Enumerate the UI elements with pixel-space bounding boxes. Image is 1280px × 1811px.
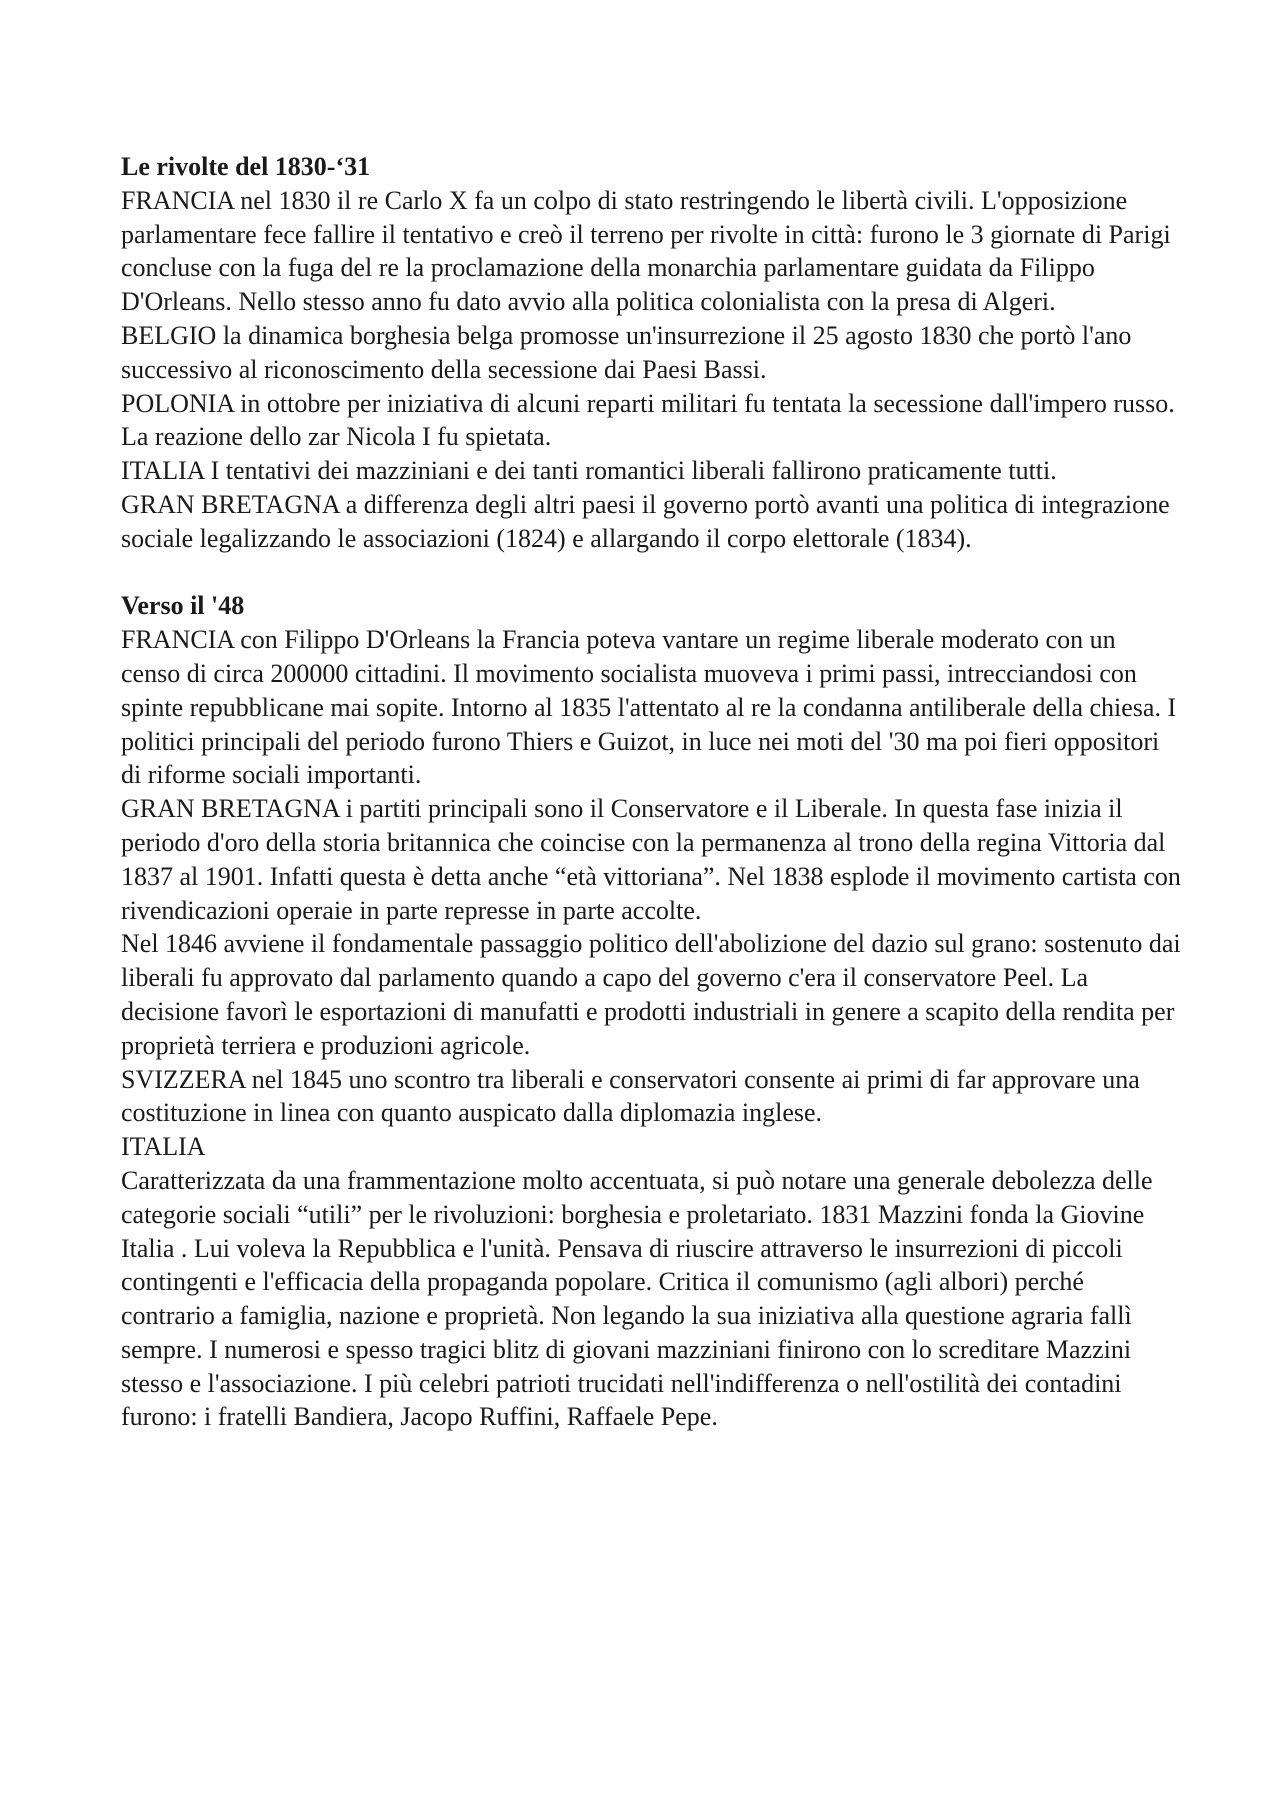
paragraph-francia-48: FRANCIA con Filippo D'Orleans la Francia poteva vantare un regime liberale moderato con un censo di circa 200000 cittadini. Il movimento socialista muoveva i primi passi, intrecciandosi con spinte repubblicane mai sopite. Intorno al 1835 l'attentato al re la condanna antiliberale della chiesa. I politici principali del periodo furono Thiers e Guizot, in luce nei moti del '30 ma poi fieri oppositori di riforme sociali importanti. <box>121 625 1177 790</box>
paragraph-polonia: POLONIA in ottobre per iniziativa di alcuni reparti militari fu tentata la secessione dall'impero russo. La reazione dello zar Nicola I fu spietata. <box>121 388 1175 452</box>
paragraph-svizzera: SVIZZERA nel 1845 uno scontro tra liberali e conservatori consente ai primi di far approvare una costituzione in linea con quanto auspicato dalla diplomazia inglese. <box>121 1064 1140 1128</box>
document-page <box>121 150 1181 1434</box>
paragraph-italia-1830: ITALIA I tentativi dei mazziniani e dei tanti romantici liberali fallirono praticamente tutti. <box>121 456 1057 486</box>
paragraph-gran-bretagna-48: GRAN BRETAGNA i partiti principali sono il Conservatore e il Liberale. In questa fase inizia il periodo d'oro della storia britannica che coincise con la permanenza al trono della regina Vittoria dal 1837 al 1901. Infatti questa è detta anche “età vittoriana”. Nel 1838 esplode il movimento cartista con rivendicazioni operaie in parte represse in parte accolte. <box>121 794 1181 925</box>
section-rivolte-1830 <box>121 150 1181 556</box>
paragraph-belgio: BELGIO la dinamica borghesia belga promosse un'insurrezione il 25 agosto 1830 che portò l'ano successivo al riconoscimento della secessione dai Paesi Bassi. <box>121 320 1132 384</box>
section-title: Verso il '48 <box>121 591 245 621</box>
section-spacer <box>121 556 1181 590</box>
paragraph-francia-1830: FRANCIA nel 1830 il re Carlo X fa un colpo di stato restringendo le libertà civili. L'opposizione parlamentare fece fallire il tentativo e creò il terreno per rivolte in città: furono le 3 giornate di Parigi concluse con la fuga del re la proclamazione della monarchia parlamentare guidata da Filippo D'Orleans. Nello stesso anno fu dato avvio alla politica colonialista con la presa di Algeri. <box>121 185 1171 317</box>
paragraph-gran-bretagna-1830: GRAN BRETAGNA a differenza degli altri paesi il governo portò avanti una politica di integrazione sociale legalizzando le associazioni (1824) e allargando il corpo elettorale (1834). <box>121 489 1170 553</box>
paragraph-italia-mazzini: Caratterizzata da una frammentazione molto accentuata, si può notare una generale debolezza delle categorie sociali “utili” per le rivoluzioni: borghesia e proletariato. 1831 Mazzini fonda la Giovine Italia . Lui voleva la Repubblica e l'unità. Pensava di riuscire attraverso le insurrezioni di piccoli contingenti e l'efficacia della propaganda popolare. Critica il comunismo (agli albori) perché contrario a famiglia, nazione e proprietà. Non legando la sua iniziativa alla questione agraria fallì sempre. I numerosi e spesso tragici blitz di giovani mazziniani finirono con lo screditare Mazzini stesso e l'associazione. I più celebri patrioti trucidati nell'indifferenza o nell'ostilità dei contadini furono: i fratelli Bandiera, Jacopo Ruffini, Raffaele Pepe. <box>121 1165 1153 1432</box>
paragraph-dazio-grano: Nel 1846 avviene il fondamentale passaggio politico dell'abolizione del dazio sul grano: sostenuto dai liberali fu approvato dal parlamento quando a capo del governo c'era il conservatore Peel. La decisione favorì le esportazioni di manufatti e prodotti industriali in genere a scapito della rendita per proprietà terriera e produzioni agricole. <box>121 929 1181 1060</box>
paragraph-italia-heading: ITALIA <box>121 1132 206 1162</box>
section-verso-48 <box>121 589 1181 1434</box>
section-title: Le rivolte del 1830-‘31 <box>121 152 371 181</box>
